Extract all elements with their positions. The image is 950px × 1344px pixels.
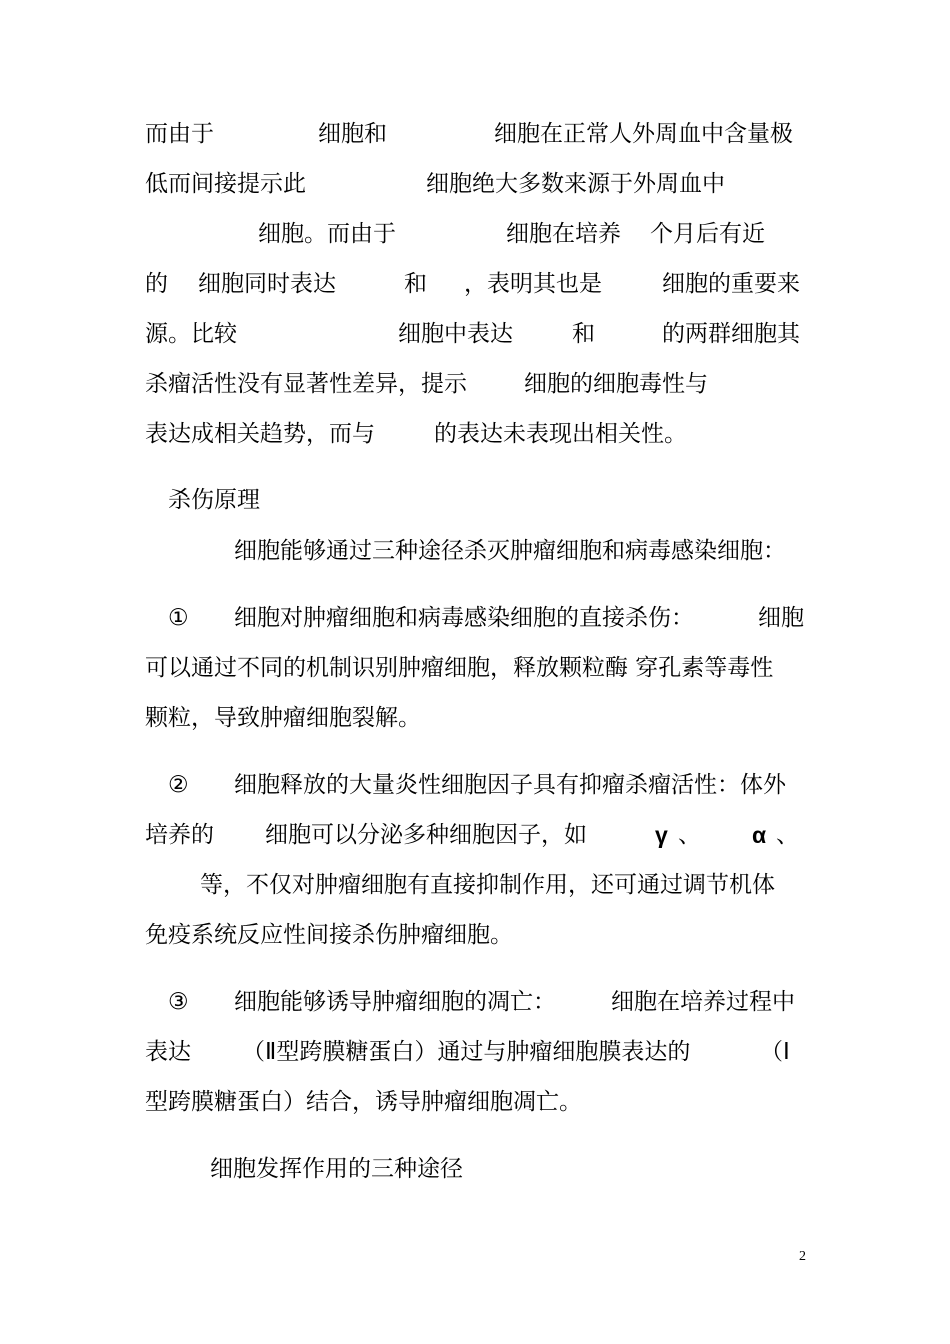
- text-line: 颗粒，导致肿瘤细胞裂解。: [145, 705, 421, 731]
- text-line: 个月后有近: [650, 221, 765, 247]
- intro-line: 细胞能够通过三种途径杀灭肿瘤细胞和病毒感染细胞：: [234, 538, 786, 564]
- text-line: 源。比较: [145, 321, 237, 347]
- text-line: 细胞对肿瘤细胞和病毒感染细胞的直接杀伤：: [234, 605, 694, 631]
- text-line: 而由于: [145, 121, 214, 147]
- separator: 、: [678, 822, 701, 848]
- text-line: 细胞中表达: [398, 321, 513, 347]
- text-line: （Ⅱ型跨膜糖蛋白）通过与肿瘤细胞膜表达的: [242, 1039, 691, 1065]
- text-line: 细胞的重要来: [662, 271, 800, 297]
- text-line: 低而间接提示此: [145, 171, 306, 197]
- text-line: 和: [404, 271, 427, 297]
- figure-caption: 细胞发挥作用的三种途径: [210, 1156, 463, 1182]
- text-line: 型跨膜糖蛋白）结合，诱导肿瘤细胞凋亡。: [145, 1089, 582, 1115]
- text-line: 等，不仅对肿瘤细胞有直接抑制作用，还可通过调节机体: [200, 872, 775, 898]
- text-line: 细胞可以分泌多种细胞因子，如: [265, 822, 587, 848]
- text-line: 细胞在正常人外周血中含量极: [494, 121, 793, 147]
- item-number: ③: [168, 989, 189, 1015]
- separator: 、: [776, 822, 799, 848]
- item-number: ②: [168, 772, 189, 798]
- text-line: 细胞能够诱导肿瘤细胞的凋亡：: [234, 989, 556, 1015]
- section-heading: 杀伤原理: [168, 487, 260, 513]
- text-line: 和: [572, 321, 595, 347]
- text-line: 细胞和: [318, 121, 387, 147]
- page-number: 2: [799, 1249, 806, 1264]
- text-line: 杀瘤活性没有显著性差异，提示: [145, 371, 467, 397]
- text-line: 细胞绝大多数来源于外周血中: [426, 171, 725, 197]
- text-line: 表达: [145, 1039, 191, 1065]
- text-line: 培养的: [145, 822, 214, 848]
- text-line: ，表明其也是: [464, 271, 602, 297]
- text-line: 的表达未表现出相关性。: [434, 421, 687, 447]
- alpha-symbol: α: [752, 822, 767, 848]
- item-number: ①: [168, 605, 189, 631]
- text-line: 的: [145, 271, 168, 297]
- text-line: 表达成相关趋势，而与: [145, 421, 375, 447]
- text-line: 免疫系统反应性间接杀伤肿瘤细胞。: [145, 922, 513, 948]
- text-line: 细胞同时表达: [198, 271, 336, 297]
- text-line: （Ⅰ: [760, 1039, 790, 1065]
- text-line: 细胞在培养过程中: [611, 989, 795, 1015]
- gamma-symbol: γ: [655, 822, 668, 848]
- text-line: 细胞。而由于: [258, 221, 396, 247]
- text-line: 可以通过不同的机制识别肿瘤细胞，释放颗粒酶 穿孔素等毒性: [145, 655, 774, 681]
- text-line: 细胞: [758, 605, 804, 631]
- text-line: 细胞的细胞毒性与: [524, 371, 708, 397]
- text-line: 细胞在培养: [506, 221, 621, 247]
- text-line: 的两群细胞其: [662, 321, 800, 347]
- text-line: 细胞释放的大量炎性细胞因子具有抑瘤杀瘤活性：体外: [234, 772, 786, 798]
